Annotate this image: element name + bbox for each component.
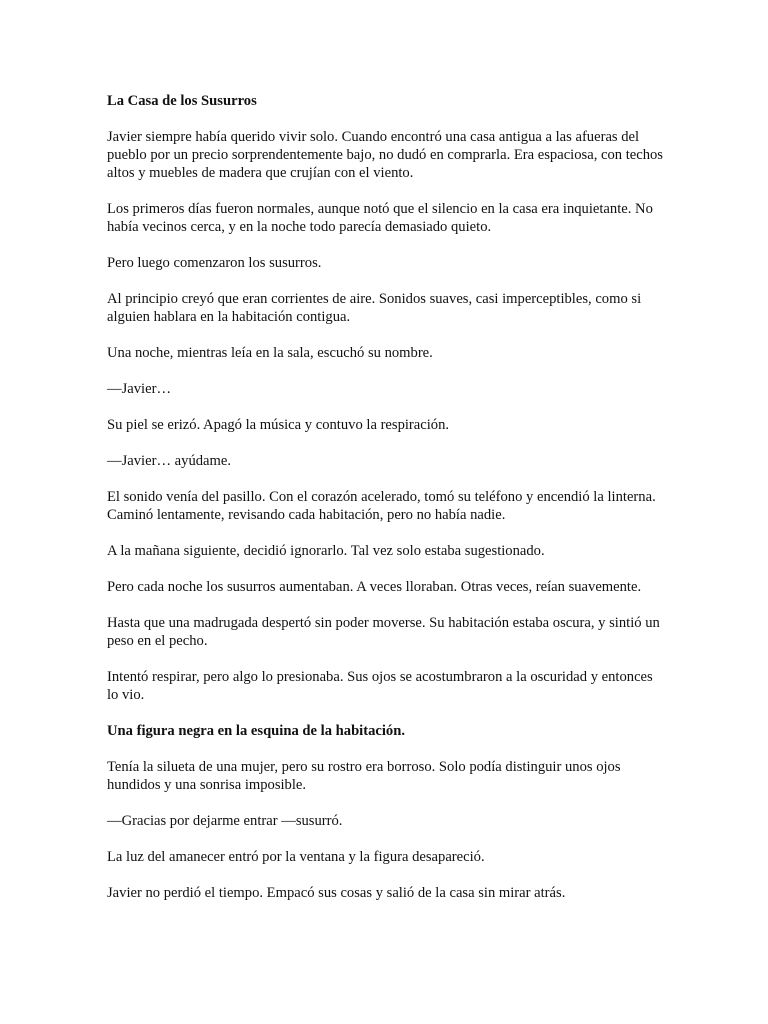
paragraph: Al principio creyó que eran corrientes de aire. Sonidos suaves, casi imperceptibles, como si alguien hablara en la habitación contigua. [107,291,642,325]
paragraph: El sonido venía del pasillo. Con el corazón acelerado, tomó su teléfono y encendió la linterna. Caminó lentamente, revisando cada habitación, pero no había nadie. [107,489,656,523]
paragraph: Javier siempre había querido vivir solo. Cuando encontró una casa antigua a las afueras del pueblo por un precio sorprendentemente bajo, no dudó en comprarla. Era espaciosa, con techos altos y muebles de madera que crujían con el viento. [107,129,663,181]
paragraph: Hasta que una madrugada despertó sin poder moverse. Su habitación estaba oscura, y sintió un peso en el pecho. [107,615,660,649]
paragraph: A la mañana siguiente, decidió ignorarlo. Tal vez solo estaba sugestionado. [107,543,545,559]
paragraph: Su piel se erizó. Apagó la música y contuvo la respiración. [107,417,450,433]
bold-paragraph: Una figura negra en la esquina de la habitación. [107,723,405,739]
paragraph: Intentó respirar, pero algo lo presionaba. Sus ojos se acostumbraron a la oscuridad y entonces lo vio. [107,669,653,703]
paragraph: Una noche, mientras leía en la sala, escuchó su nombre. [107,345,433,361]
paragraph: Pero luego comenzaron los susurros. [107,255,322,271]
dialogue-line: —Gracias por dejarme entrar —susurró. [107,813,343,829]
paragraph: Tenía la silueta de una mujer, pero su rostro era borroso. Solo podía distinguir unos ojos hundidos y una sonrisa imposible. [107,759,621,793]
paragraph: Pero cada noche los susurros aumentaban. A veces lloraban. Otras veces, reían suavemente. [107,579,642,595]
paragraph: La luz del amanecer entró por la ventana y la figura desapareció. [107,849,485,865]
paragraph: Javier no perdió el tiempo. Empacó sus cosas y salió de la casa sin mirar atrás. [107,885,566,901]
dialogue-line: —Javier… [107,381,172,397]
dialogue-line: —Javier… ayúdame. [107,453,232,469]
document-title: La Casa de los Susurros [107,93,257,109]
paragraph: Los primeros días fueron normales, aunque notó que el silencio en la casa era inquietante. No había vecinos cerca, y en la noche todo parecía demasiado quieto. [107,201,653,235]
document-body [107,92,667,920]
